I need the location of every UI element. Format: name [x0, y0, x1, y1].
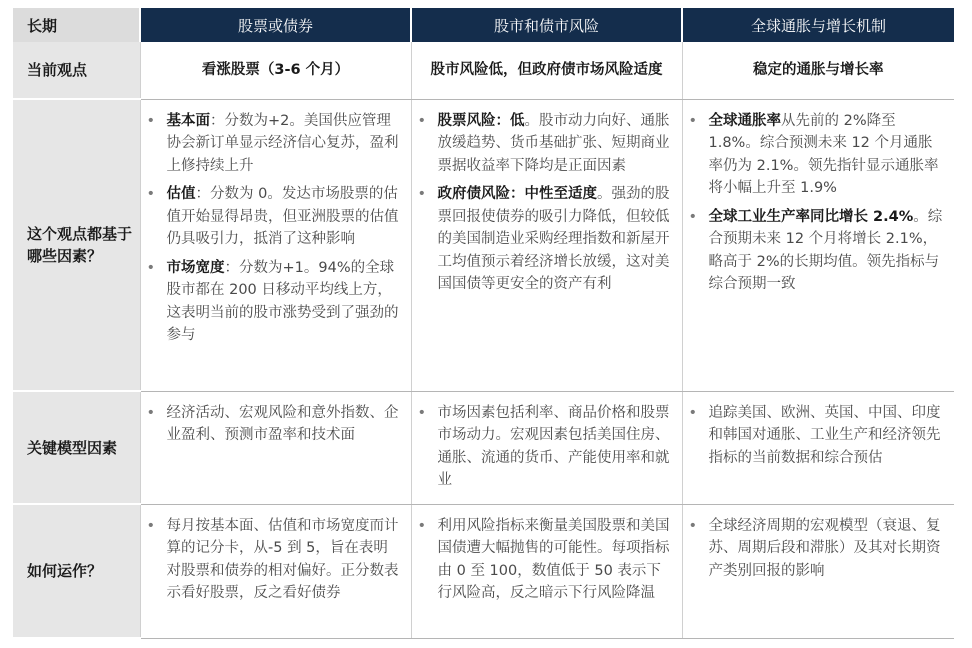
bullet-dot-icon: •	[146, 112, 156, 129]
bullet-text: 经济活动、宏观风险和意外指数、企业盈利、预测市盈率和技术面	[166, 404, 399, 443]
outlook-table	[13, 8, 954, 639]
bullet-dot-icon: •	[688, 404, 698, 421]
bullet-text: 利用风险指标来衡量美国股票和美国国债遭大幅抛售的可能性。每项指标由 0 至 100，数值低于 50 表示下行风险高，反之暗示下行风险降温	[437, 517, 670, 601]
bullet-emphasis: 基本面	[166, 112, 210, 129]
models-cell	[140, 391, 411, 504]
bullet-item	[688, 402, 945, 470]
bullet-item	[146, 402, 401, 447]
bullet-dot-icon: •	[146, 404, 156, 421]
row-label-how-it-works: 如何运作？	[13, 504, 140, 638]
view-text: 看涨股票（3-6 个月）	[201, 62, 350, 79]
bullet-item	[146, 515, 401, 605]
bullet-list	[141, 100, 411, 359]
header-corner: 长期	[13, 8, 140, 42]
bullet-list	[683, 100, 955, 308]
bullet-dot-icon: •	[146, 517, 156, 534]
view-text: 股市风险低，但政府债市场风险适度	[430, 62, 663, 79]
bullet-dot-icon: •	[417, 186, 427, 202]
row-key-models	[13, 391, 954, 504]
how-cell	[140, 504, 411, 638]
bullet-emphasis: 估值	[166, 186, 196, 202]
bullet-item	[146, 257, 401, 347]
header-market-risk: 股市和债市风险	[411, 8, 682, 42]
row-label-factors: 这个观点都基于哪些因素？	[13, 99, 140, 391]
factors-cell	[140, 99, 411, 391]
view-cell	[140, 42, 411, 99]
view-cell	[411, 42, 682, 99]
bullet-list	[141, 505, 411, 617]
bullet-text: ：分数为+2。美国供应管理协会新订单显示经济信心复苏，盈利上修持续上升	[166, 112, 399, 174]
bullet-text: 。强劲的股票回报使债券的吸引力降低，但较低的美国制造业采购经理指数和新屋开工均值预示着经济增长放缓，这对美国国债等更安全的资产有利	[437, 186, 670, 292]
models-cell	[411, 391, 682, 504]
how-cell	[411, 504, 682, 638]
bullet-text: 全球经济周期的宏观模型（衰退、复苏、周期后段和滞胀）及其对长期资产类别回报的影响	[708, 517, 941, 579]
models-cell	[682, 391, 954, 504]
how-cell	[682, 504, 954, 638]
view-cell	[682, 42, 954, 99]
bullet-dot-icon: •	[146, 259, 156, 276]
row-label-key-models: 关键模型因素	[13, 391, 140, 504]
bullet-item	[417, 110, 672, 178]
bullet-dot-icon: •	[688, 208, 698, 225]
bullet-item	[146, 183, 401, 251]
bullet-text: 从先前的 2%降至 1.8%。综合预测未来 12 个月通胀率仍为 2.1%。领先指针显示通胀率将小幅上升至 1.9%	[708, 112, 939, 196]
bullet-emphasis: 政府债风险：中性至适度	[437, 186, 597, 202]
bullet-emphasis: 市场宽度	[166, 259, 225, 276]
bullet-text: 追踪美国、欧洲、英国、中国、印度和韩国对通胀、工业生产和经济领先指标的当前数据和综合预估	[708, 404, 941, 466]
bullet-text: 。综合预期未来 12 个月将增长 2.1%，略高于 2%的长期均值。领先指标与综合预期一致	[708, 208, 943, 292]
row-factors	[13, 99, 954, 391]
bullet-list	[412, 505, 682, 617]
bullet-dot-icon: •	[146, 186, 156, 202]
bullet-item	[417, 515, 672, 605]
bullet-item	[417, 183, 672, 296]
row-how-it-works	[13, 504, 954, 638]
bullet-emphasis: 全球工业生产率同比增长 2.4%	[708, 208, 914, 225]
bullet-item	[417, 402, 672, 492]
bullet-list	[141, 392, 411, 459]
bullet-text: ：分数为+1。94%的全球股市都在 200 日移动平均线上方，这表明当前的股市涨势受到了强劲的参与	[166, 259, 399, 343]
bullet-item	[688, 206, 945, 296]
factors-cell	[682, 99, 954, 391]
bullet-text: ：分数为 0。发达市场股票的估值开始显得昂贵，但亚洲股票的估值仍具吸引力，抵消了这种影响	[166, 186, 399, 247]
bullet-text: 市场因素包括利率、商品价格和股票市场动力。宏观因素包括美国住房、通胀、流通的货币、产能使用率和就业	[437, 404, 670, 488]
bullet-list	[683, 505, 955, 595]
bullet-item	[688, 515, 945, 583]
bullet-list	[412, 392, 682, 504]
view-text: 稳定的通胀与增长率	[753, 62, 884, 79]
factors-cell	[411, 99, 682, 391]
row-current-view	[13, 42, 954, 99]
bullet-list	[412, 100, 682, 308]
header-row	[13, 8, 954, 42]
bullet-item	[688, 110, 945, 200]
bullet-dot-icon: •	[688, 517, 698, 534]
bullet-list	[683, 392, 955, 482]
bullet-text: 。股市动力向好、通胀放缓趋势、货币基础扩张、短期商业票据收益率下降均是正面因素	[437, 112, 670, 174]
bullet-dot-icon: •	[688, 112, 698, 129]
bullet-dot-icon: •	[417, 404, 427, 421]
bullet-emphasis: 全球通胀率	[708, 112, 781, 129]
bullet-dot-icon: •	[417, 112, 427, 129]
bullet-emphasis: 股票风险：低	[437, 112, 525, 129]
header-inflation-growth: 全球通胀与增长机制	[682, 8, 954, 42]
header-equities-bonds: 股票或债券	[140, 8, 411, 42]
bullet-text: 每月按基本面、估值和市场宽度而计算的记分卡，从-5 到 5，旨在表明对股票和债券的相对偏好。正分数表示看好股票，反之看好债券	[166, 517, 399, 601]
bullet-item	[146, 110, 401, 178]
bullet-dot-icon: •	[417, 517, 427, 534]
row-label-current-view: 当前观点	[13, 42, 140, 99]
